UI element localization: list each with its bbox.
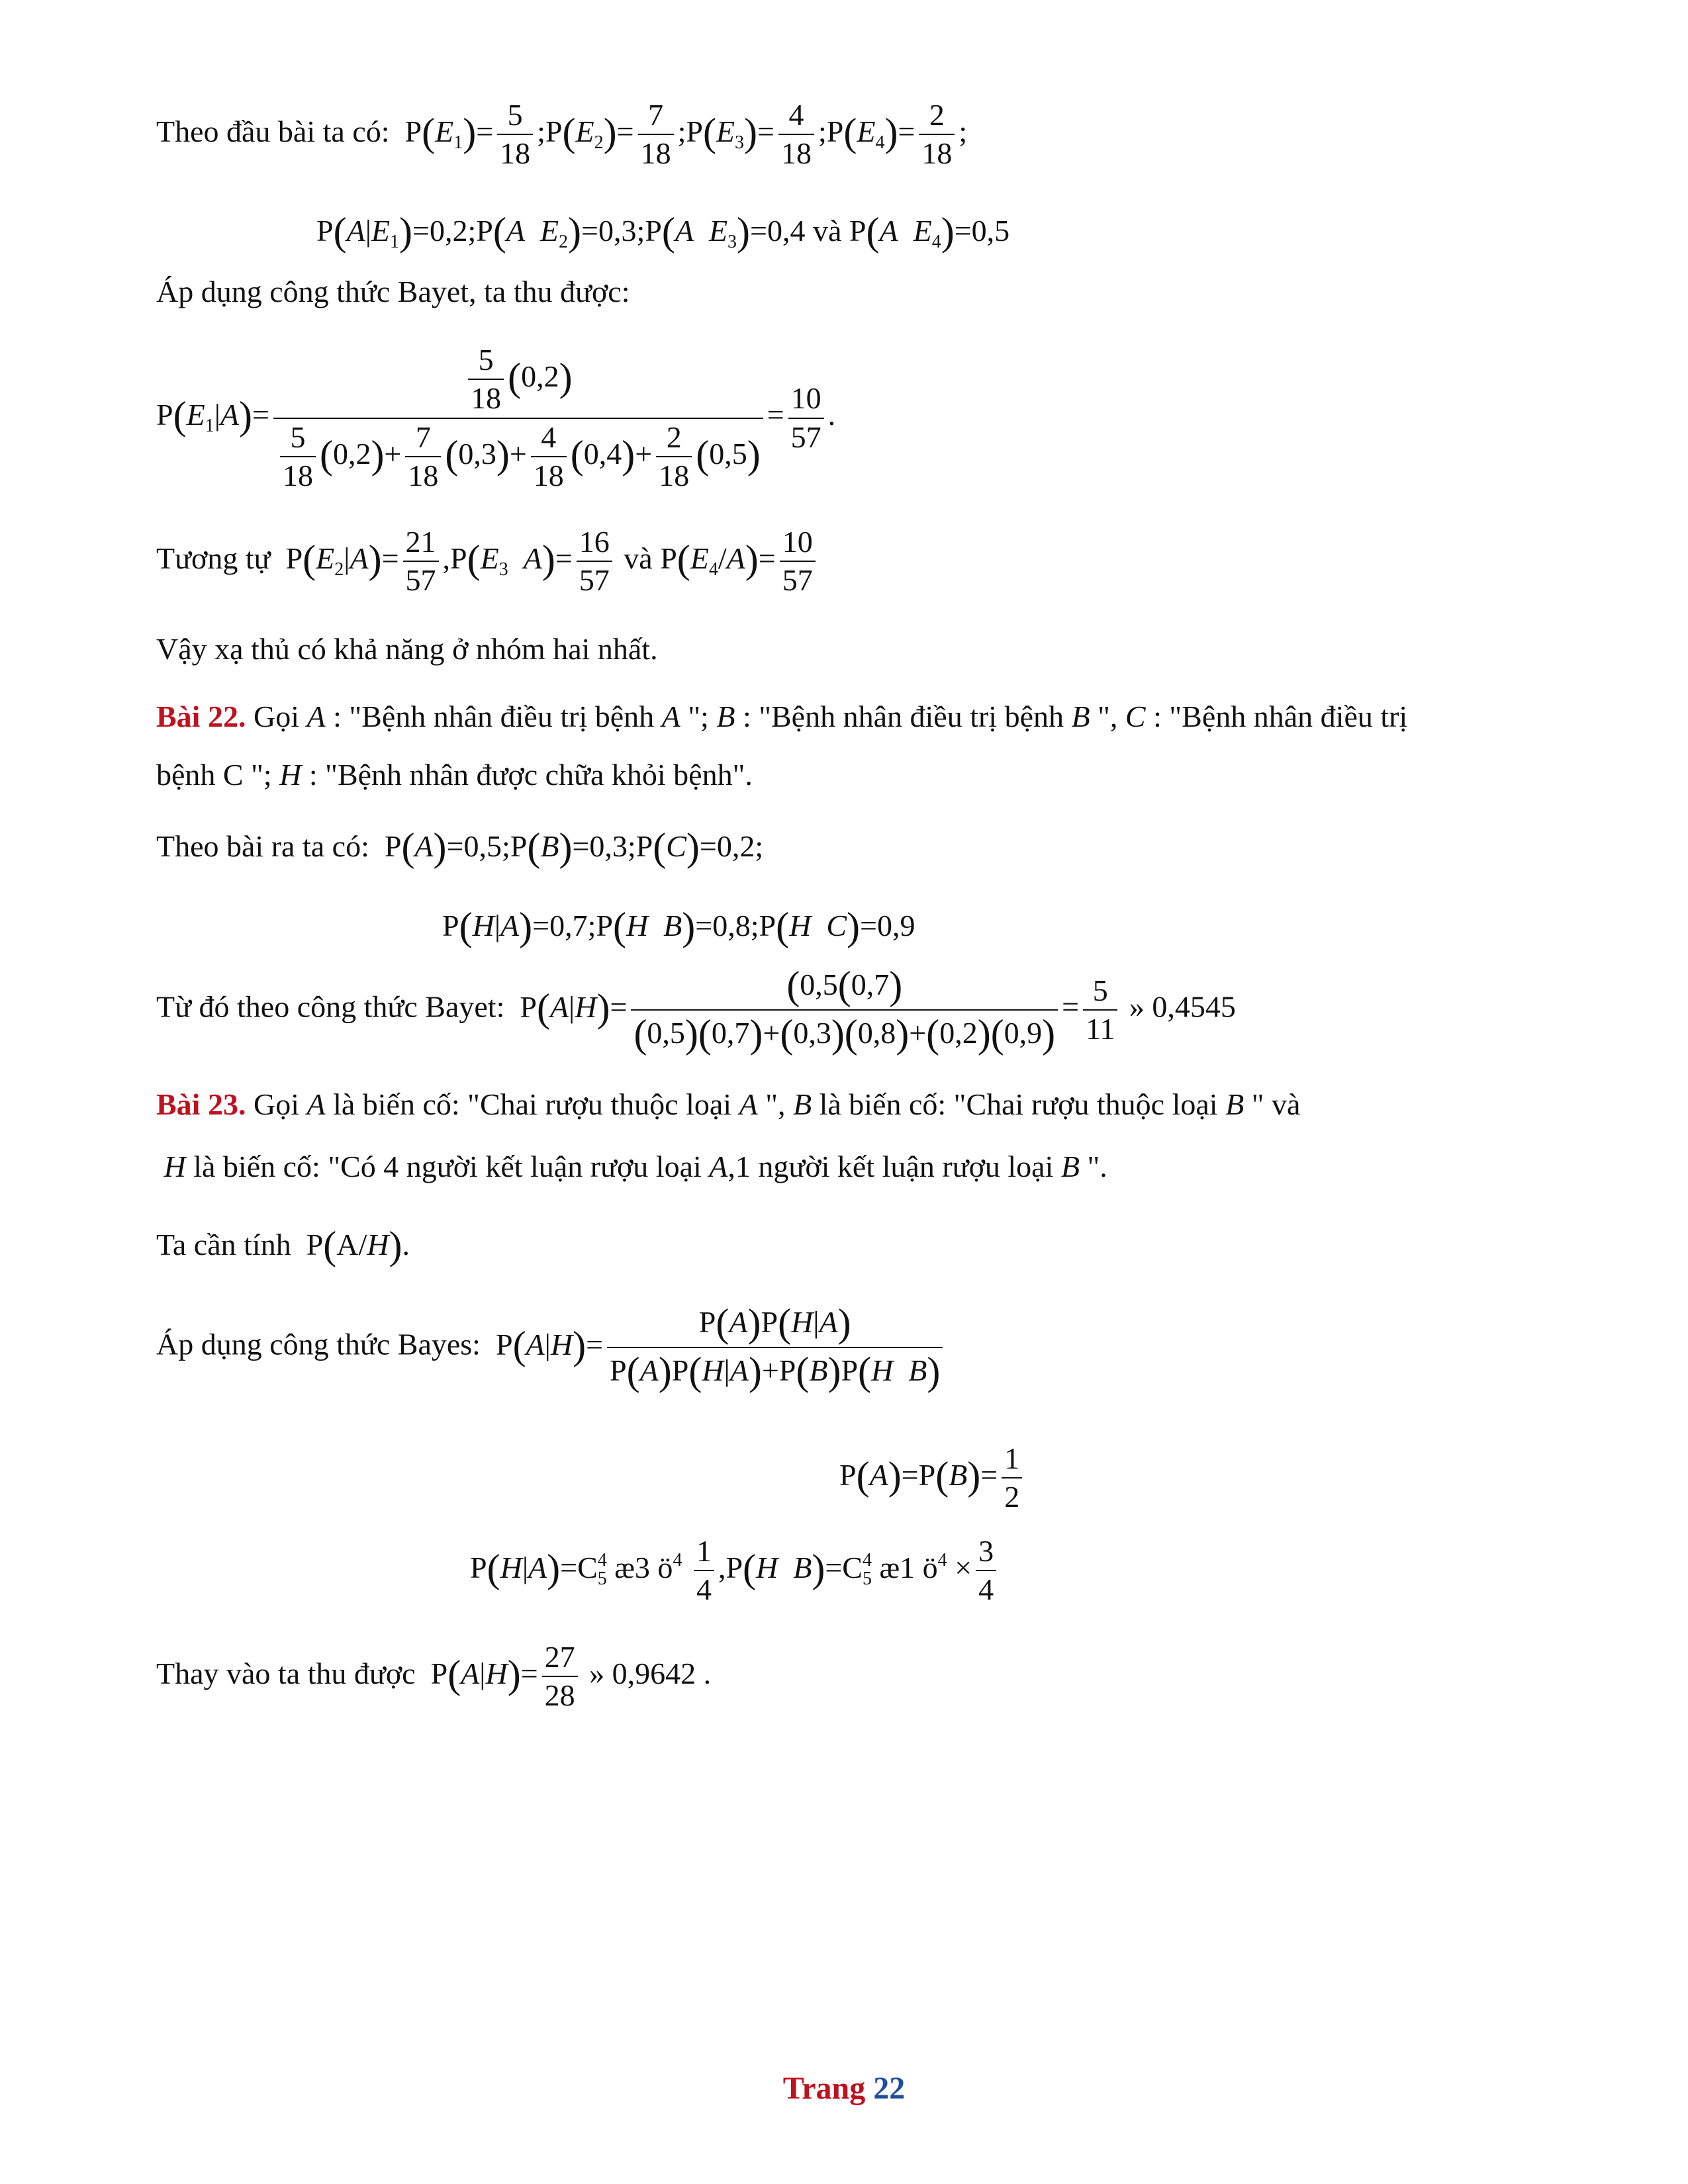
conditional-probabilities-line: $P(A|E_1)=0,2;P(A$ $E_2)=0,3;P(A$ $E_3)=0,4$ và P(A $E_4)=0,5$ <box>316 210 1010 253</box>
bai22-bayet-line: Từ đó theo công thức Bayet: P(A|H)= $\frac{(0,5(0,7)}{(0,5)(0,7)+(0,3)(0,8)+(0,2)(0,9)}$ = $\frac{5}{11}$ » 0,4545 <box>156 964 1236 1056</box>
bai23-bayes-line: Áp dụng công thức Bayes: P(A|H)= $\frac{P(A)P(H|A)}{\text{P(A)P(H|A)+P(B)P(H B)}}$ <box>156 1302 947 1392</box>
intro-text: Theo đầu bài ta có: <box>156 114 390 148</box>
bai22-definition-line2: bệnh C "; H : "Bệnh nhân được chữa khỏi bệnh". <box>156 758 753 792</box>
bai22-given-line: Theo bài ra ta có: P(A)=0,5;P(B)=0,3;P(C)=0,2; <box>156 825 764 869</box>
page-label: Trang <box>782 2071 866 2106</box>
bai23-final-line: Thay vào ta thu được P(A|H)= $\frac{27}{28}$ » 0,9642 . <box>156 1640 712 1713</box>
bai23-prior-line: P(A)=P(B)= $\frac{1}{2}$ <box>839 1443 1026 1514</box>
bayet-intro: Áp dụng công thức Bayet, ta thu được: <box>156 275 630 308</box>
bai22-definition-line1: Bài 22. Gọi A : "Bệnh nhân điều trị bệnh A "; B : "Bệnh nhân điều trị bệnh B ", C : "Bệnh nhân điều trị <box>156 700 1408 733</box>
fraction-pe3: $\frac{4}{18}$ <box>778 99 814 170</box>
conclusion-bai21: Vậy xạ thủ có khả năng ở nhóm hai nhất. <box>156 632 658 666</box>
fraction-pe2: $\frac{7}{18}$ <box>638 99 674 170</box>
result-fraction: $\frac{10}{57}$ <box>788 383 824 453</box>
fraction-pe4: $\frac{2}{18}$ <box>919 99 955 170</box>
page-footer <box>0 2070 1688 2107</box>
bai23-binomial-line: $P(H|A)=C^4_5$ æ3 $ö^4$ $\frac{1}{4}$ ,P(H $B)=C^4_5$ æ1 $ö^4$ × $\frac{3}{4}$ <box>470 1535 1000 1606</box>
big-fraction: $\frac{5}{18}$ (0,2) $\frac{5}{18}$ (0,2)+ $\frac{7}{18}$ (0,3)+ $\frac{4}{18}$ (0,4)+ $\frac{2}{18}$ (0,5) <box>273 344 763 492</box>
bai22-conditional-line: P(H|A)=0,7;P(H B)=0,8;P(H C)=0,9 <box>442 905 915 948</box>
bai23-label: Bài 23. <box>156 1087 246 1121</box>
bayet-formula-e1: $P(E_1|A)=$ $\frac{5}{18}$ (0,2) $\frac{5}{18}$ (0,2)+ $\frac{7}{18}$ (0,3)+ $\frac{4}{18}$ (0,4)+ $\frac{2}{18}$ (0,5) = $\frac{10}{57}$ . <box>156 343 836 492</box>
bai22-label: Bài 22. <box>156 700 246 733</box>
similar-results-line: Tương tự $P(E_2|A)=$ $\frac{21}{57}$ $,P(E_3$ A)= $\frac{16}{57}$ và $P(E_4/A)=$ $\frac{10}{57}$ <box>156 526 820 597</box>
fraction-pe1: $\frac{5}{18}$ <box>497 99 533 170</box>
bai23-definition-line1: Bài 23. Gọi A là biến cố: "Chai rượu thuộc loại A ", B là biến cố: "Chai rượu thuộc loại B " và <box>156 1087 1301 1121</box>
page-number: 22 <box>873 2071 906 2106</box>
bai23-need-line: Ta cần tính P(A/H). <box>156 1224 410 1267</box>
bai23-definition-line2: H là biến cố: "Có 4 người kết luận rượu loại A,1 người kết luận rượu loại B ". <box>156 1150 1107 1183</box>
given-probabilities-line: Theo đầu bài ta có: $P(E_1)=$ $\frac{5}{18}$ $;P(E_2)=$ $\frac{7}{18}$ $;P(E_3)=$ $\frac{4}{18}$ $;P(E_4)=$ $\frac{2}{18}$ ; <box>156 98 968 171</box>
